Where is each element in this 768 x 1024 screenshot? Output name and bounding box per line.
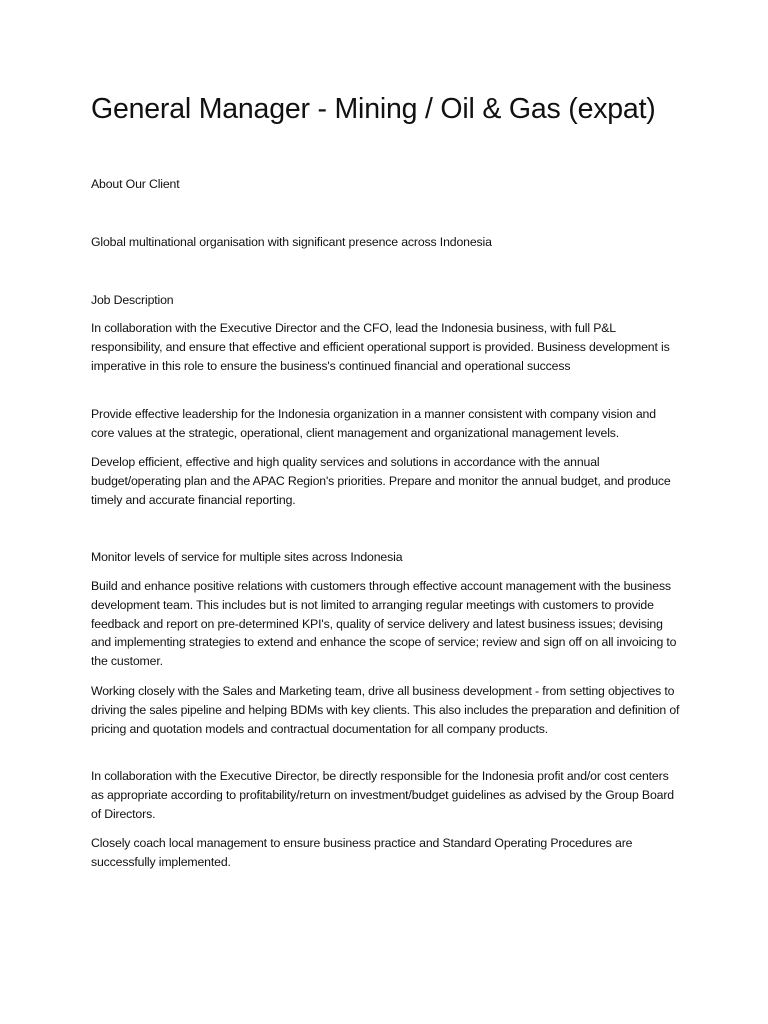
- paragraph-5: Build and enhance positive relations with customers through effective account management with the business development team. This includes but is not limited to arranging regular meetings with customers to provide feedback and report on pre-determined KPI's, quality of service delivery and latest business issues; devising and implementing strategies to extend and enhance the scope of service; review and sign off on all invoicing to the customer.: [91, 579, 677, 669]
- page-title: General Manager - Mining / Oil & Gas (expat): [91, 93, 656, 125]
- paragraph-4: Monitor levels of service for multiple sites across Indonesia: [91, 550, 403, 564]
- job-description-heading: Job Description: [91, 293, 174, 307]
- paragraph-1: In collaboration with the Executive Director and the CFO, lead the Indonesia business, with full P&L responsibility, and ensure that effective and efficient operational support is provided. Business development is imperative in this role to ensure the business's continued financial and operational success: [91, 321, 670, 373]
- about-heading: About Our Client: [91, 177, 180, 191]
- about-text: Global multinational organisation with significant presence across Indonesia: [91, 235, 492, 249]
- paragraph-8: Closely coach local management to ensure business practice and Standard Operating Procedures are successfully implemented.: [91, 836, 633, 869]
- paragraph-3: Develop efficient, effective and high quality services and solutions in accordance with the annual budget/operating plan and the APAC Region's priorities. Prepare and monitor the annual budget, and produce timely and accurate financial reporting.: [91, 455, 671, 507]
- paragraph-6: Working closely with the Sales and Marketing team, drive all business development - from setting objectives to driving the sales pipeline and helping BDMs with key clients. This also includes the preparation and definition of pricing and quotation models and contractual documentation for all company products.: [91, 684, 680, 736]
- paragraph-2: Provide effective leadership for the Indonesia organization in a manner consistent with company vision and core values at the strategic, operational, client management and organizational management levels.: [91, 407, 656, 440]
- paragraph-7: In collaboration with the Executive Director, be directly responsible for the Indonesia profit and/or cost centers as appropriate according to profitability/return on investment/budget guidelines as advised by the Group Board of Directors.: [91, 769, 674, 821]
